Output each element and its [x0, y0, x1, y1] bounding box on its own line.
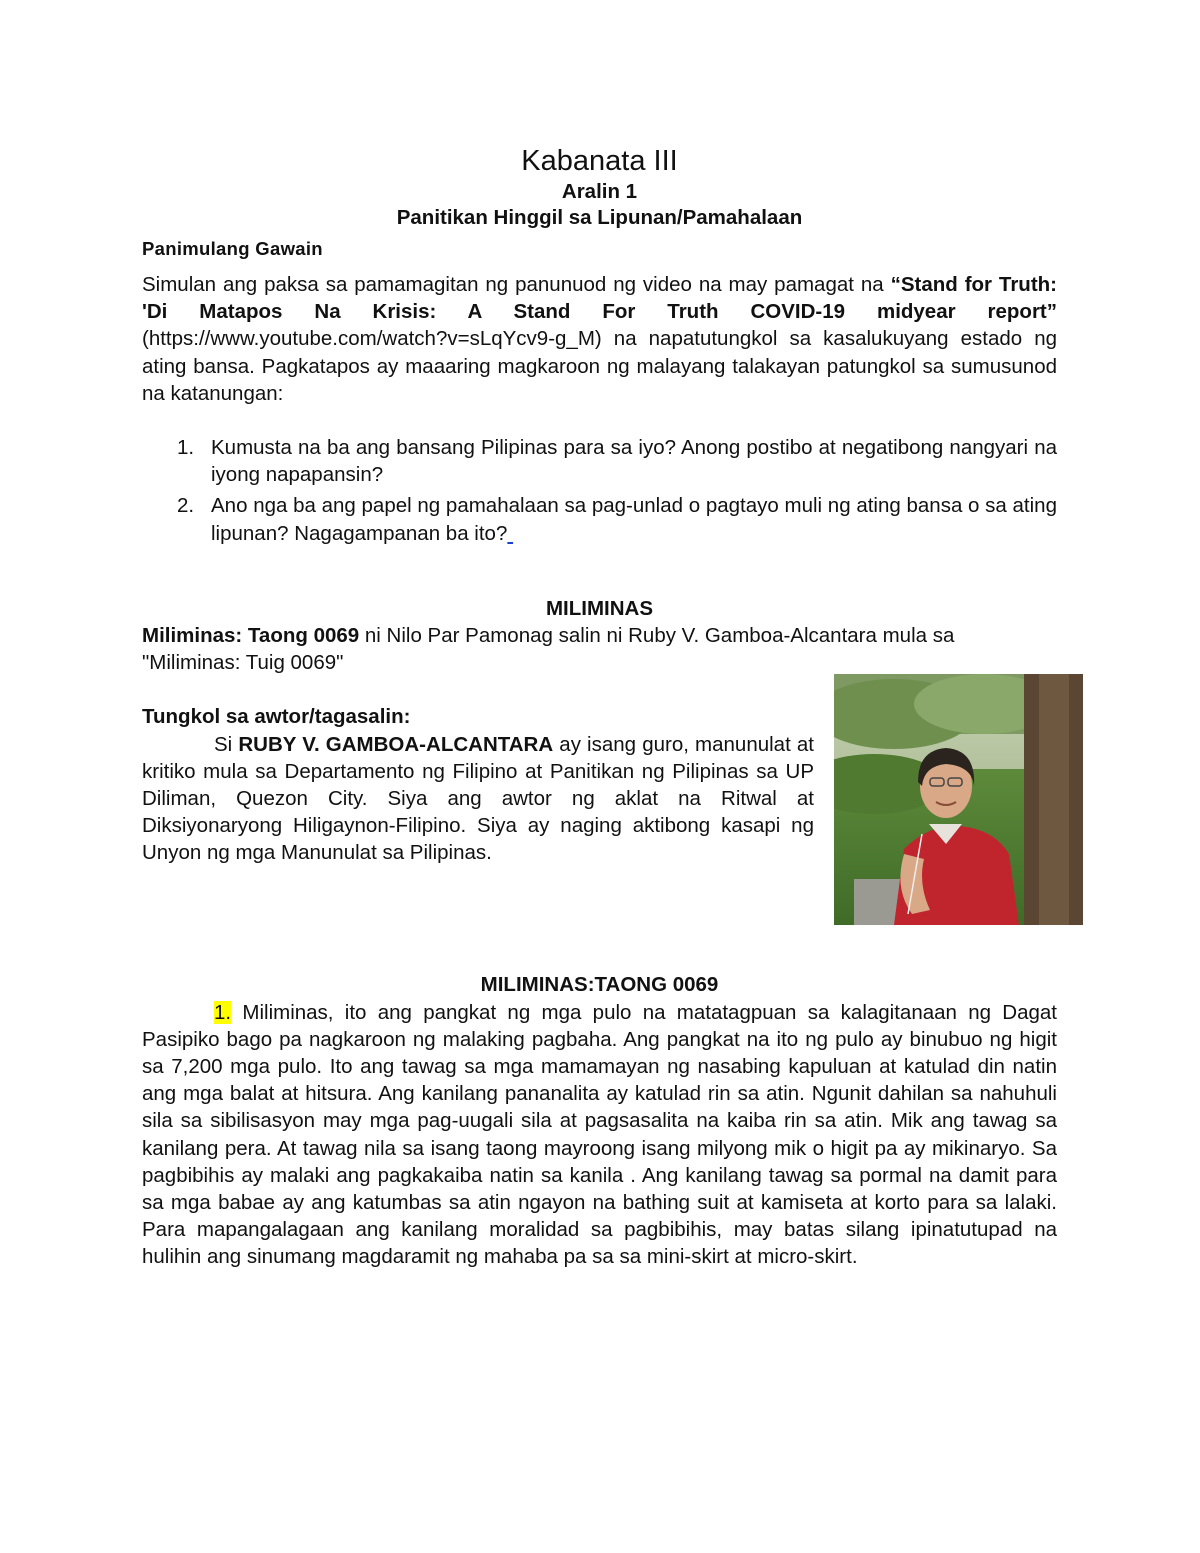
author-bio-text: ay isang guro, manunulat at kritiko mula sa Departamento ng Filipino at Panitikan ng Pilipinas sa UP Diliman, Quezon City. Siya ang awtor ng aklat na Ritwal at Diksiyonaryong Hiligaynon-Filipino. Siya ay naging aktibong kasapi ng Unyon ng mga Manunulat sa Pilipinas. — [142, 732, 814, 865]
author-si: Si — [214, 732, 239, 756]
story-credit — [142, 622, 1057, 676]
chapter-title: Kabanata III — [521, 145, 678, 177]
story-paragraph-next: Para mapangalagaan ang kanilang moralidad sa pagbibihis, may batas silang ipinatutupad na hulihin ang sinumang magdaramit ng mahaba pa sa sa mini-skirt at micro-skirt. — [142, 1218, 1057, 1269]
author-photo — [834, 674, 1083, 925]
author-text — [142, 703, 814, 866]
chapter-header — [142, 143, 1057, 231]
list-item — [142, 492, 1057, 546]
story-heading: MILIMINAS:TAONG 0069 — [480, 973, 719, 997]
author-heading: Tungkol sa awtor/tagasalin: — [142, 705, 411, 729]
author-photo-image — [834, 674, 1083, 925]
question-list — [142, 434, 1057, 547]
story-credit-rest: ni Nilo Par Pamonag salin ni Ruby V. Gamboa-Alcantara mula sa "Miliminas: Tuig 0069" — [142, 624, 955, 675]
lesson-title: Aralin 1 — [561, 180, 638, 203]
document-content — [142, 143, 1057, 1271]
question-text: Ano nga ba ang papel ng pamahalaan sa pag-unlad o pagtayo muli ng ating bansa o sa ating lipunan? Nagagampanan ba ito? — [211, 494, 1057, 545]
trailing-link-mark — [507, 522, 513, 545]
intro-text-end: na napatutungkol sa kasalukuyang estado ng ating bansa. Pagkatapos ay maaaring magkaroon ng malayang talakayan patungkol sa sumusunod na katanungan: — [142, 327, 1057, 405]
intro-text-start: Simulan ang paksa sa pamamagitan ng panunuod ng video na may pamagat na — [142, 273, 891, 296]
story-credit-title: Miliminas: Taong 0069 — [142, 624, 360, 648]
story-paragraph-tail: sa lalaki. — [975, 1191, 1057, 1215]
author-bio — [142, 731, 814, 867]
section-heading-miliminas: MILIMINAS — [545, 596, 654, 620]
video-link[interactable]: (https://www.youtube.com/watch?v=sLqYcv9-g_M) — [142, 327, 602, 351]
question-text: Kumusta na ba ang bansang Pilipinas para sa iyo? Anong postibo at negatibong nangyari na iyong napapansin? — [211, 436, 1057, 487]
paragraph-number-highlight: 1. — [214, 1000, 232, 1024]
section-label-panimula: Panimulang Gawain — [142, 238, 323, 259]
author-name: RUBY V. GAMBOA-ALCANTARA — [238, 732, 554, 756]
list-number: 1. — [177, 436, 195, 460]
video-title: “Stand for Truth: 'Di Matapos Na Krisis: A Stand For Truth COVID-19 midyear report” — [142, 273, 1058, 324]
topic-title: Panitikan Hinggil sa Lipunan/Pamahalaan — [396, 206, 803, 229]
author-section — [142, 703, 1057, 955]
list-number: 2. — [177, 494, 195, 518]
story-paragraph — [142, 999, 1057, 1217]
intro-paragraph — [142, 271, 1057, 407]
list-item — [142, 434, 1057, 488]
story-paragraph-text: Miliminas, ito ang pangkat ng mga pulo na matatagpuan sa kalagitanaan ng Dagat Pasipiko bago pa nagkaroon ng malaking pagbaha. Ang pangkat na ito ng pulo ay binubuo ng higit sa 7,200 mga pulo. Ito ang tawag sa mga mamamayan ng nasabing kapuluan at katulad din natin ang mga balat at hitsura. Ang kanilang pananalita ay katulad rin sa atin. Ngunit dahilan sa nahuhuli sila sa sibilisasyon may mga pag-uugali sila at pagsasalita na kaiba rin sa atin. Mik ang tawag sa kanilang pera. At tawag nila sa isang taong mayroong isang milyong mik o higit pa ay mikinaryo. Sa pagbibihis ay malaki ang pagkakaiba natin sa kanila . Ang kanilang tawag sa pormal na damit para sa mga babae ay ang katumbas sa atin ngayon na bathing suit at kamiseta at korto para — [142, 1000, 1057, 1215]
